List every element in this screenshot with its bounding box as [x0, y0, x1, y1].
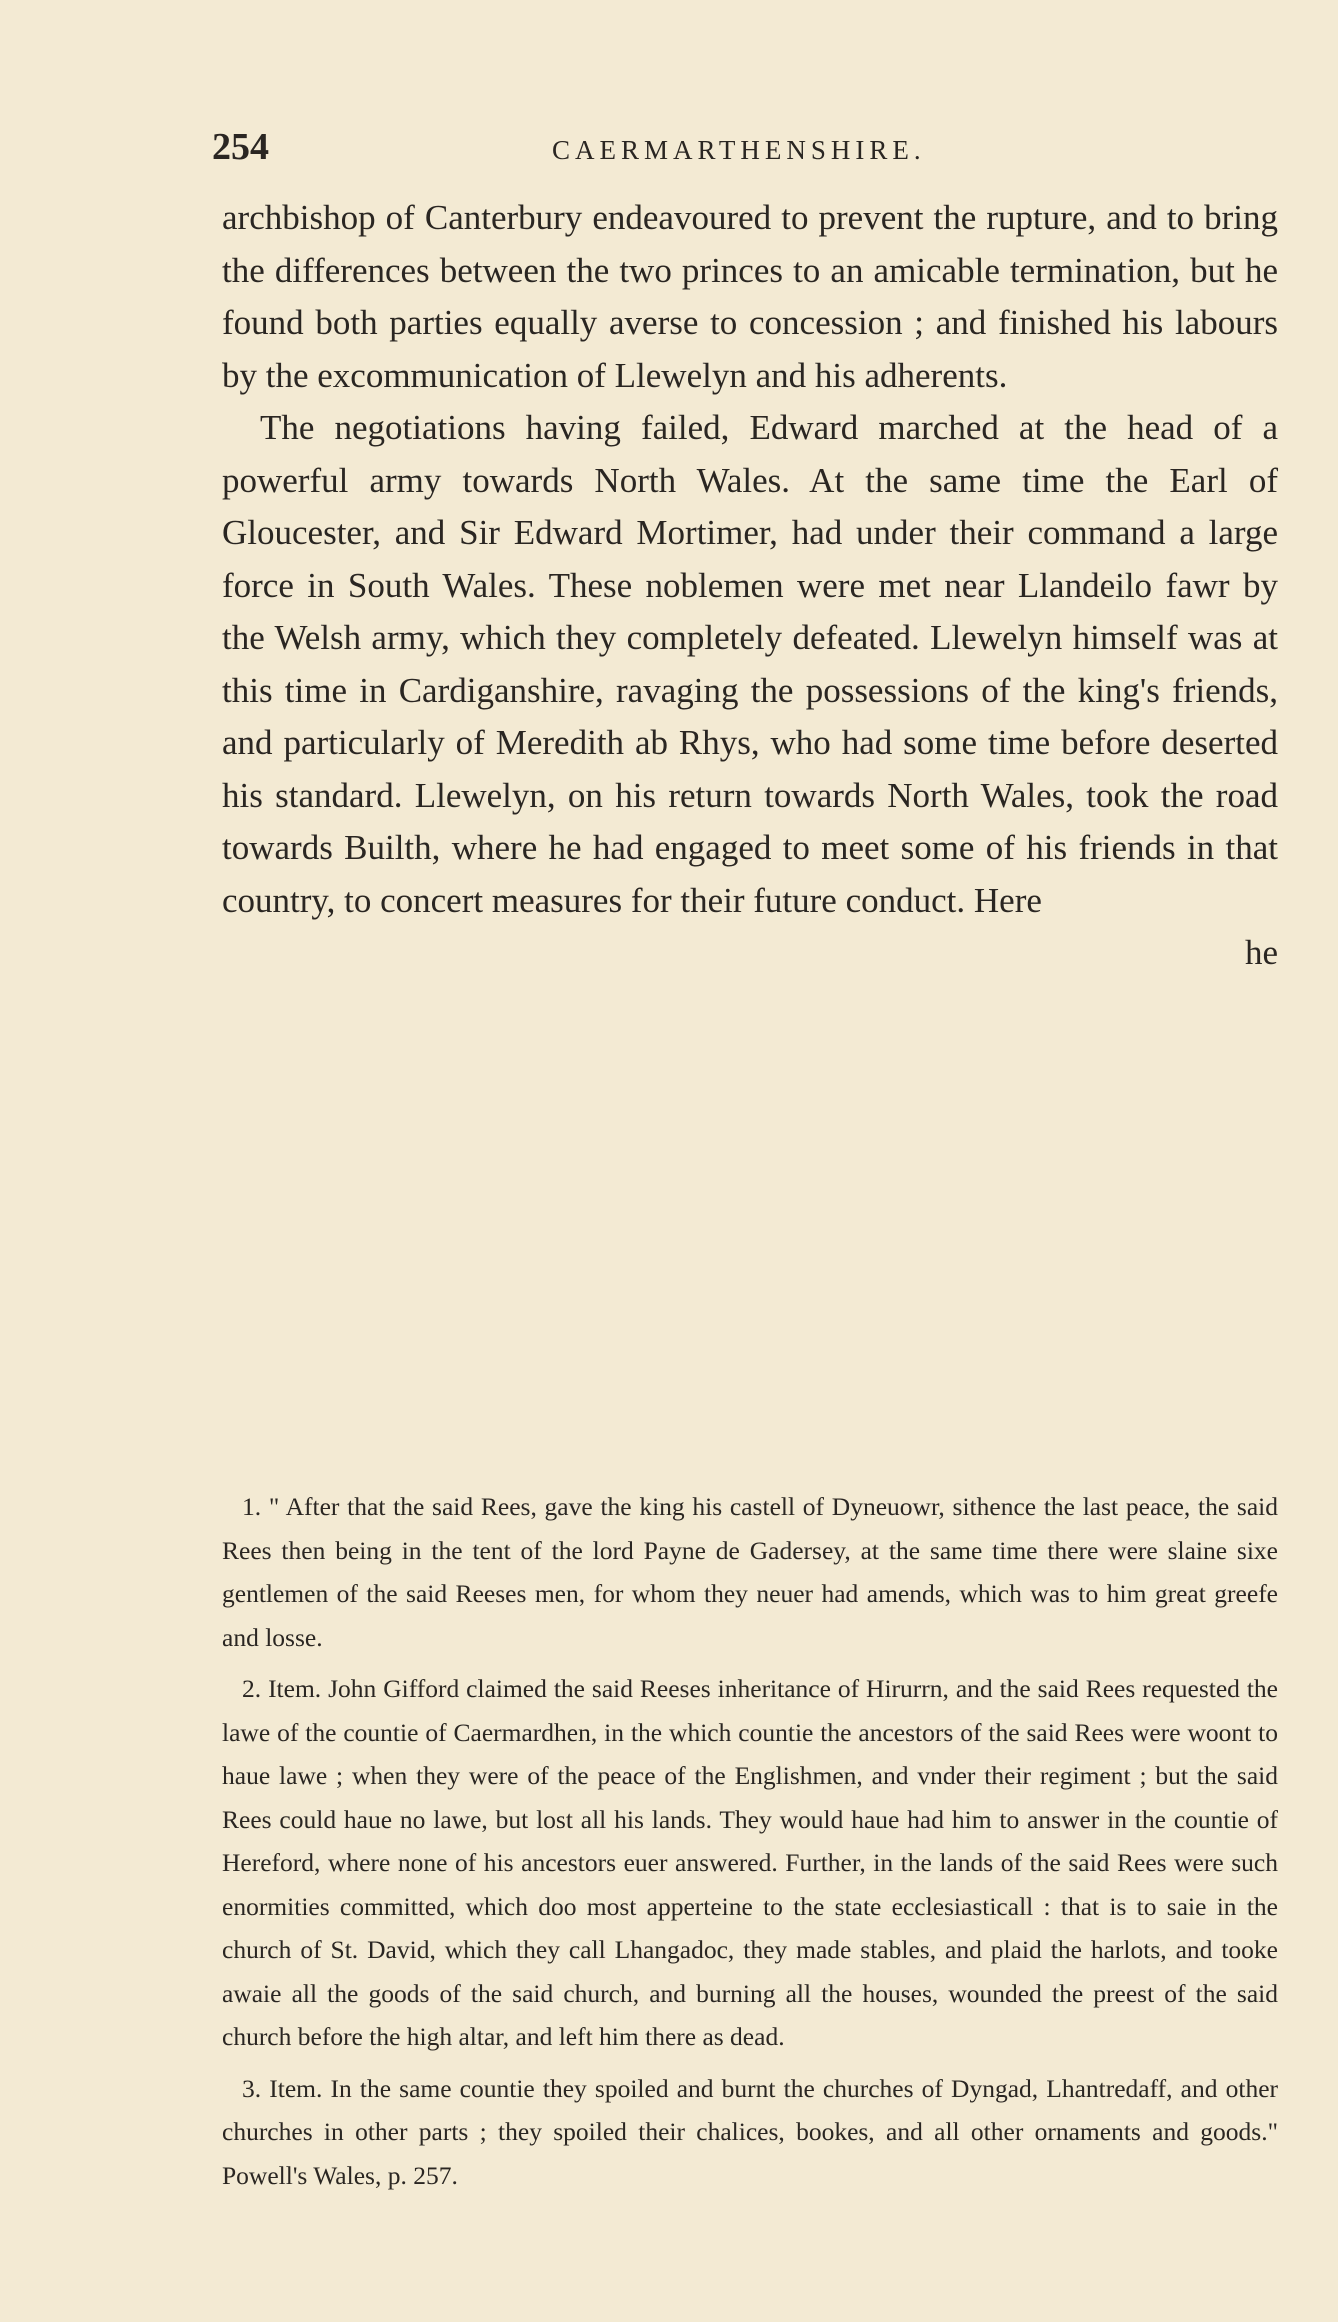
body-paragraph: archbishop of Canterbury endeavoured to prevent the rupture, and to bring the differences between the two princes to an amicable termination, but he found both parties equally averse to concession ; and finished his labours by the excommunication of Llewelyn and his adherents. [222, 198, 1278, 395]
page-header [212, 125, 1284, 175]
footnotes [222, 1485, 1278, 2197]
page-number: 254 [212, 126, 269, 168]
catchword: he [1244, 933, 1278, 972]
body-paragraph: The negotiations having failed, Edward marched at the head of a powerful army towards North Wales. At the same time the Earl of Gloucester, and Sir Edward Mortimer, had under their command a large force in South Wales. These noblemen were met near Llandeilo fawr by the Welsh army, which they completely defeated. Llewelyn himself was at this time in Cardiganshire, ravaging the possessions of the king's friends, and particularly of Meredith ab Rhys, who had some time before deserted his standard. Llewelyn, on his return towards North Wales, took the road towards Builth, where he had engaged to meet some of his friends in that country, to concert measures for their future conduct. Here [222, 408, 1278, 920]
body-text [222, 192, 1278, 980]
footnote-2: 2. Item. John Gifford claimed the said Reeses inheritance of Hirurrn, and the said Rees requested the lawe of the countie of Caermardhen, in the which countie the ancestors of the said Rees were woont to haue lawe ; when they were of the peace of the Englishmen, and vnder their regiment ; but the said Rees could haue no lawe, but lost all his lands. They would haue had him to answer in the countie of Hereford, where none of his ancestors euer answered. Further, in the lands of the said Rees were such enormities committed, which doo most apperteine to the state ecclesiasticall : that is to saie in the church of St. David, which they call Lhangadoc, they made stables, and plaid the harlots, and tooke awaie all the goods of the said church, and burning all the houses, wounded the preest of the said church before the high altar, and left him there as dead. [222, 1674, 1278, 2051]
running-head: CAERMARTHENSHIRE. [552, 135, 926, 165]
footnote-1: 1. " After that the said Rees, gave the king his castell of Dyneuowr, sithence the last peace, the said Rees then being in the tent of the lord Payne de Gadersey, at the same time there were slaine sixe gentlemen of the said Reeses men, for whom they neuer had amends, which was to him great greefe and losse. [222, 1492, 1278, 1652]
footnote-3: 3. Item. In the same countie they spoiled and burnt the churches of Dyngad, Lhantredaff, and other churches in other parts ; they spoiled their chalices, bookes, and all other ornaments and goods." Powell's Wales, p. 257. [222, 2073, 1278, 2190]
